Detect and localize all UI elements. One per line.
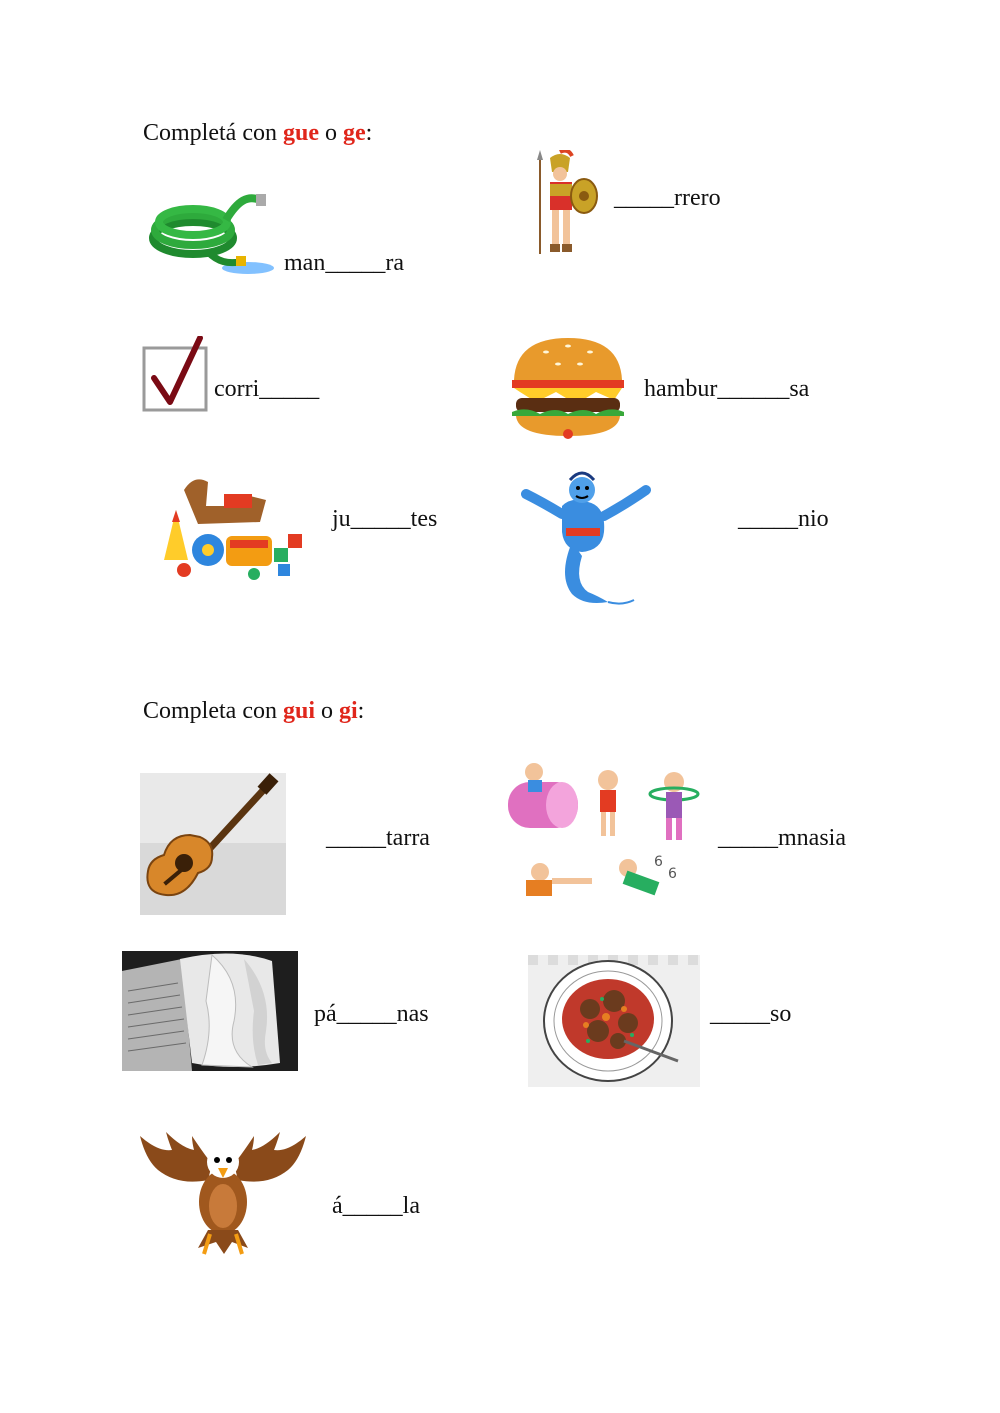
book-pages-icon xyxy=(122,951,298,1071)
heading-colon: : xyxy=(365,120,373,146)
option-ge: ge xyxy=(342,120,366,146)
hamburger-icon xyxy=(506,334,630,444)
option-gue: gue xyxy=(282,120,319,146)
guitar-icon xyxy=(140,773,286,915)
word-guitarra: _____tarra xyxy=(326,825,430,851)
heading-text: Completá con xyxy=(143,120,283,146)
option-gi: gi xyxy=(338,698,358,724)
word-gimnasia: _____mnasia xyxy=(718,825,846,851)
word-corrige: corri_____ xyxy=(214,376,320,402)
option-gui: gui xyxy=(282,698,315,724)
word-hamburguesa: hambur______sa xyxy=(644,376,810,402)
toys-icon xyxy=(154,470,308,582)
section1-heading xyxy=(143,120,372,147)
section2-heading xyxy=(143,698,364,725)
svg-text:6: 6 xyxy=(654,854,663,870)
word-manguera: man_____ra xyxy=(284,250,404,276)
heading-text: Completa con xyxy=(143,698,283,724)
word-genio: _____nio xyxy=(738,506,829,532)
garden-hose-icon xyxy=(148,190,278,280)
word-aguila: á_____la xyxy=(332,1193,420,1219)
word-guiso: _____so xyxy=(710,1001,792,1027)
gymnastics-kids-icon xyxy=(504,760,714,916)
svg-text:6: 6 xyxy=(668,866,677,882)
checkmark-icon xyxy=(142,336,210,414)
word-paginas: pá_____nas xyxy=(314,1001,429,1027)
warrior-icon xyxy=(528,150,600,258)
genie-icon xyxy=(518,466,654,612)
word-juguetes: ju_____tes xyxy=(332,506,438,532)
stew-plate-icon xyxy=(528,955,700,1087)
word-guerrero: _____rrero xyxy=(614,185,721,211)
heading-connector: o xyxy=(314,698,339,724)
heading-connector: o xyxy=(318,120,343,146)
heading-colon: : xyxy=(357,698,365,724)
eagle-icon xyxy=(138,1130,308,1260)
